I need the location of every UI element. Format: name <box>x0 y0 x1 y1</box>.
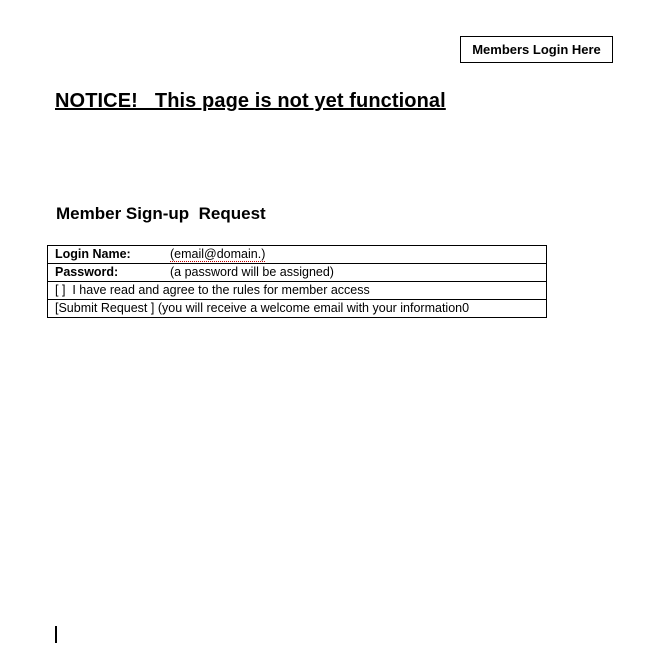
signup-heading: Member Sign-up Request <box>56 204 266 223</box>
login-name-hint: (email@domain.) <box>170 247 266 261</box>
signup-form-table <box>47 245 547 318</box>
login-name-cell[interactable] <box>48 246 547 264</box>
password-cell <box>48 264 547 282</box>
password-label: Password: <box>55 265 119 279</box>
agree-cell[interactable] <box>48 282 547 300</box>
login-name-label: Login Name: <box>55 247 131 261</box>
submit-request-button[interactable]: [Submit Request ] <box>55 301 155 315</box>
agree-checkbox-text[interactable]: [ ] I have read and agree to the rules for member access <box>55 283 370 297</box>
password-hint: (a password will be assigned) <box>170 265 334 279</box>
login-name-row <box>48 246 547 264</box>
submit-row <box>48 300 547 318</box>
text-cursor <box>55 626 57 643</box>
members-login-button[interactable]: Members Login Here <box>460 36 613 63</box>
agree-row <box>48 282 547 300</box>
submit-cell <box>48 300 547 318</box>
password-row <box>48 264 547 282</box>
notice-heading: NOTICE! This page is not yet functional <box>55 90 446 112</box>
submit-note: (you will receive a welcome email with your information0 <box>154 301 470 315</box>
